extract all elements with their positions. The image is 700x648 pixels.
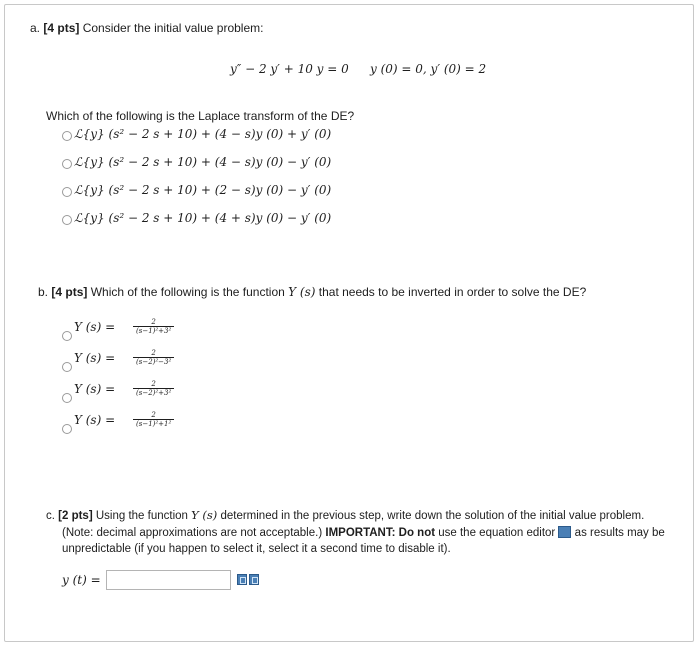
part-b-func: Y (s) <box>288 285 316 299</box>
part-b-prompt-before: Which of the following is the function <box>90 285 285 299</box>
part-a-label: a. <box>30 21 41 35</box>
part-a-option-1-radio[interactable] <box>62 131 72 141</box>
part-b-option-3-radio[interactable] <box>62 393 72 403</box>
part-c-do-not: Do not <box>398 527 436 539</box>
fraction-denominator: (s−2)²+3² <box>133 388 174 397</box>
part-b-option-2-lhs[interactable]: Y (s) = <box>74 351 116 365</box>
part-b-option-4-fraction <box>133 411 174 428</box>
part-c-line1-before: Using the function <box>95 510 188 522</box>
part-a-prompt: Consider the initial value problem: <box>82 21 264 35</box>
grid-icon[interactable] <box>249 574 259 585</box>
part-c-func: Y (s) <box>191 508 218 522</box>
part-b-option-4-radio[interactable] <box>62 424 72 434</box>
part-a-header <box>30 21 263 35</box>
part-c-line-1 <box>46 508 644 522</box>
part-c-line2-c: as results may be <box>574 527 665 539</box>
fraction-numerator: 2 <box>151 349 156 357</box>
answer-label: y (t) = <box>62 573 101 587</box>
fraction-denominator: (s−1)²+1² <box>133 419 174 428</box>
fraction-numerator: 2 <box>151 380 156 388</box>
part-b-prompt-after: that needs to be inverted in order to solve the DE? <box>318 285 587 299</box>
part-a-question: Which of the following is the Laplace transform of the DE? <box>46 109 355 123</box>
part-b-points: [4 pts] <box>51 285 88 299</box>
part-b-option-3-lhs[interactable]: Y (s) = <box>74 382 116 396</box>
part-b-option-2-radio[interactable] <box>62 362 72 372</box>
part-c-line1-after: determined in the previous step, write down the solution of the initial value problem. <box>220 510 645 522</box>
part-a-option-2[interactable]: ℒ{y} (s² − 2 s + 10) + (4 − s)y (0) − y′ (0) <box>74 155 332 169</box>
part-c-important: IMPORTANT: <box>325 527 396 539</box>
part-b-option-1-lhs[interactable]: Y (s) = <box>74 320 116 334</box>
part-a-option-4[interactable]: ℒ{y} (s² − 2 s + 10) + (4 + s)y (0) − y′ (0) <box>74 211 332 225</box>
equation-editor-icon <box>558 526 571 538</box>
part-c-line2-b: use the equation editor <box>438 527 556 539</box>
differential-equation: y″ − 2 y′ + 10 y = 0 <box>230 62 349 76</box>
part-b-header <box>38 285 586 299</box>
fraction-numerator: 2 <box>151 411 156 419</box>
part-a-option-4-radio[interactable] <box>62 215 72 225</box>
part-b-option-1-fraction <box>133 318 174 335</box>
fraction-denominator: (s−1)²+3² <box>133 326 174 335</box>
initial-conditions: y (0) = 0, y′ (0) = 2 <box>370 62 487 76</box>
part-b-option-2-fraction <box>133 349 174 366</box>
fraction-denominator: (s−2)²−3² <box>133 357 174 366</box>
part-c-label: c. <box>46 510 55 522</box>
fraction-numerator: 2 <box>151 318 156 326</box>
answer-input[interactable] <box>106 570 231 590</box>
part-c-points: [2 pts] <box>58 510 93 522</box>
part-b-option-3-fraction <box>133 380 174 397</box>
part-a-points: [4 pts] <box>43 21 80 35</box>
part-a-option-3[interactable]: ℒ{y} (s² − 2 s + 10) + (2 − s)y (0) − y′ (0) <box>74 183 332 197</box>
part-a-option-1[interactable]: ℒ{y} (s² − 2 s + 10) + (4 − s)y (0) + y′ (0) <box>74 127 332 141</box>
part-b-option-4-lhs[interactable]: Y (s) = <box>74 413 116 427</box>
part-c-line-2 <box>62 526 665 539</box>
part-b-option-1-radio[interactable] <box>62 331 72 341</box>
part-b-label: b. <box>38 285 49 299</box>
part-c-note: (Note: decimal approximations are not acceptable.) <box>62 527 323 539</box>
part-a-option-2-radio[interactable] <box>62 159 72 169</box>
equation-editor-icon[interactable] <box>237 574 247 585</box>
part-c-line-3: unpredictable (if you happen to select it, select it a second time to disable it). <box>62 543 451 555</box>
part-a-option-3-radio[interactable] <box>62 187 72 197</box>
